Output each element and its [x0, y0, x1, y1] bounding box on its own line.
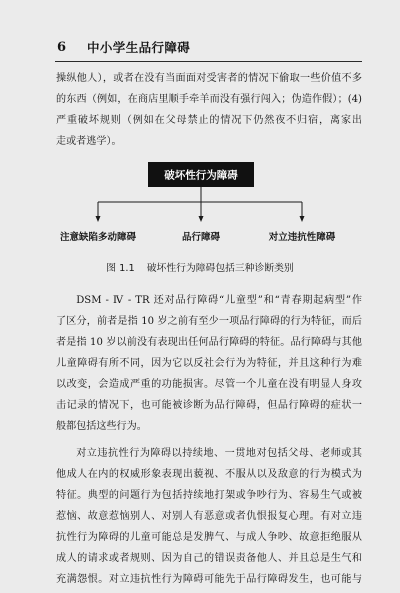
text-line: 对立违抗性行为障碍以持续地、一贯地对包括父母、老师或其 — [76, 448, 362, 459]
text-line: DSM - Ⅳ - TR 还对品行障碍“儿童型”和“青春期起病型”作 — [76, 295, 362, 306]
text-line: 者是指 10 岁以前没有表现出任何品行障碍的特征。品行障碍与其他 — [56, 337, 362, 348]
text-line: 走或者逃学）。 — [56, 136, 122, 147]
text-line: 儿童障碍有所不同，因为它以反社会行为为特征，并且这种行为难 — [56, 358, 362, 369]
paragraph-continuation — [56, 68, 362, 152]
paragraph — [56, 290, 362, 437]
figure-caption-text: 破坏性行为障碍包括三种诊断类别 — [146, 263, 294, 274]
text-line: 他成人在内的权威形象表现出藐视、不服从以及敌意的行为模式为 — [56, 469, 362, 480]
figure-caption — [0, 262, 400, 276]
child-category-label: 注意缺陷多动障碍 — [59, 232, 137, 243]
text-line: 般都包括这些行为。 — [56, 421, 147, 432]
arrowhead-right — [300, 216, 305, 222]
figure-number: 图 1.1 — [106, 263, 135, 274]
text-line: 抗性行为障碍的儿童可能总是发脾气、与成人争吵、故意拒绝服从 — [56, 532, 362, 543]
text-line: 的东西（例如，在商店里顺手牵羊而没有强行闯入；伪造作假）；(4) — [56, 94, 362, 105]
category-diagram — [0, 150, 400, 250]
arrowhead-left — [96, 216, 101, 222]
text-line: 惹恼、故意惹恼别人、对别人有恶意或者仇恨报复心理。有对立违 — [56, 511, 362, 522]
text-line: 操纵他人），或者在没有当面面对受害者的情况下偷取一些价值不多 — [56, 73, 362, 84]
text-line: 了区分，前者是指 10 岁之前有至少一项品行障碍的行为特征，而后 — [56, 316, 362, 327]
arrowhead-middle — [199, 216, 204, 222]
text-line: 以改变，会造成严重的功能损害。尽管一个儿童在没有明显人身攻 — [56, 379, 362, 390]
root-category-label: 破坏性行为障碍 — [164, 169, 238, 182]
text-line: 击记录的情况下，也可能被诊断为品行障碍，但品行障碍的症状一 — [56, 400, 362, 411]
paragraph — [56, 443, 362, 590]
header-rule — [55, 61, 362, 62]
text-line: 严重破坏规则（例如在父母禁止的情况下仍然夜不归宿，离家出 — [56, 115, 362, 126]
running-title: 中小学生品行障碍 — [87, 40, 191, 55]
child-category-label: 对立违抗性障碍 — [268, 232, 336, 243]
text-line: 成人的请求或者规则、因为自己的错误责备他人、并且总是生气和 — [56, 553, 362, 564]
page-number: 6 — [57, 40, 67, 55]
text-line: 特征。典型的问题行为包括持续地打架或争吵行为、容易生气或被 — [56, 490, 362, 501]
text-line: 充满怨恨。对立违抗性行为障碍可能先于品行障碍发生，也可能与 — [56, 574, 362, 585]
child-category-label: 品行障碍 — [181, 232, 221, 243]
